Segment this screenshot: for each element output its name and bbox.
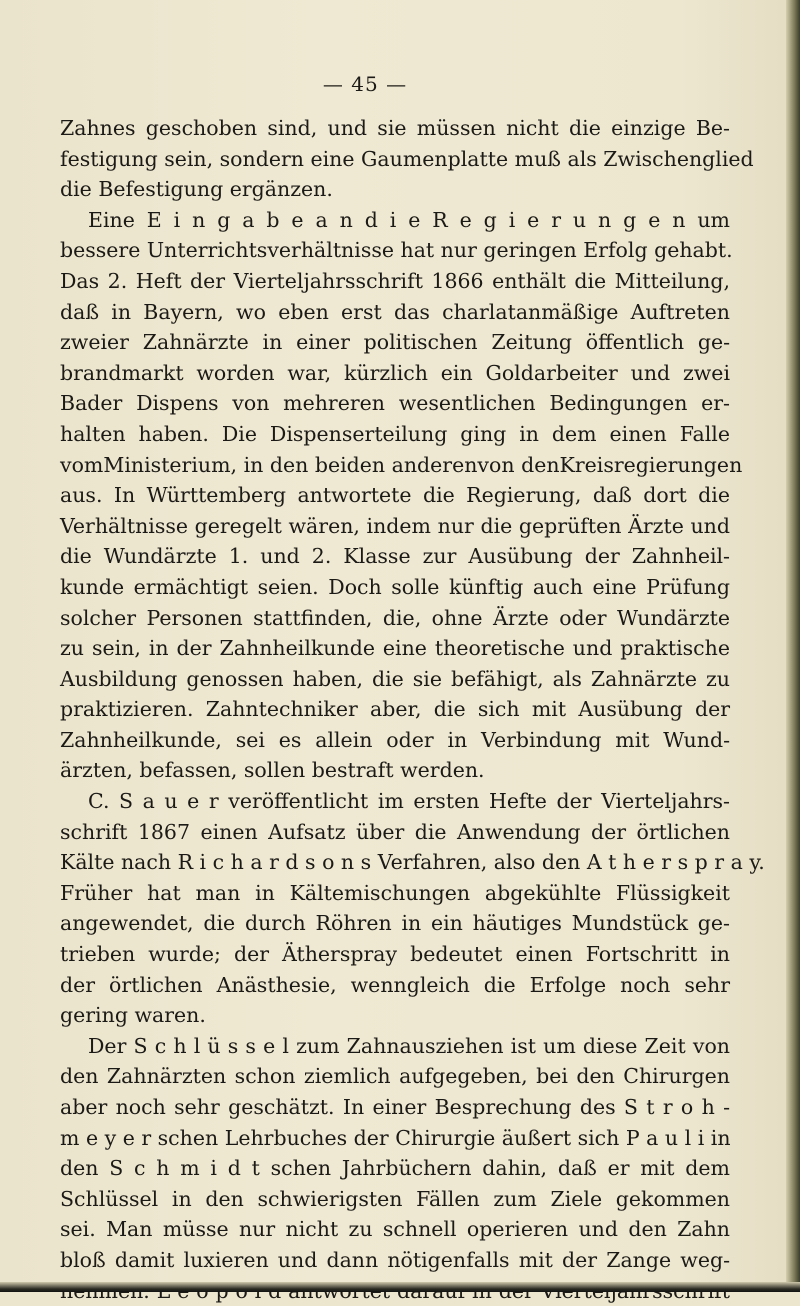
text-line: zu sein, in der Zahnheilkunde eine theoretische und praktische <box>60 636 730 661</box>
text-line: Kälte nach R i c h a r d s o n s Verfahren, also den A t h e r s p r a y. <box>60 850 765 875</box>
text-line: Eine E i n g a b e a n d i e R e g i e r u n g e n um <box>88 207 730 232</box>
text-line: angewendet, die durch Röhren in ein häutiges Mundstück ge- <box>60 911 730 936</box>
text-line: solcher Personen stattfinden, die, ohne Ärzte oder Wundärzte <box>60 605 730 630</box>
body-text <box>60 113 765 1306</box>
text-line: die Wundärzte 1. und 2. Klasse zur Ausübung der Zahnheil- <box>60 544 730 569</box>
text-line: vomMinisterium, in den beiden anderenvon denKreisregierungen <box>60 452 743 477</box>
text-line: sei. Man müsse nur nicht zu schnell operieren und den Zahn <box>60 1217 730 1242</box>
text-line: der örtlichen Anästhesie, wenngleich die Erfolge noch sehr <box>60 972 730 997</box>
text-line: praktizieren. Zahntechniker aber, die sich mit Ausübung der <box>60 697 730 722</box>
page-edge-shadow <box>786 0 800 1292</box>
text-line: den Zahnärzten schon ziemlich aufgegeben, bei den Chirurgen <box>60 1064 730 1089</box>
page-bottom-edge <box>0 1282 800 1292</box>
text-line: Ausbildung genossen haben, die sie befähigt, als Zahnärzte zu <box>60 666 730 691</box>
text-line: Schlüssel in den schwierigsten Fällen zum Ziele gekommen <box>60 1186 730 1211</box>
text-line: Das 2. Heft der Vierteljahrsschrift 1866 enthält die Mitteilung, <box>60 268 730 293</box>
text-line: Der S c h l ü s s e l zum Zahnausziehen ist um diese Zeit von <box>88 1033 730 1058</box>
text-line: brandmarkt worden war, kürzlich ein Goldarbeiter und zwei <box>60 360 730 385</box>
text-line: aber noch sehr geschätzt. In einer Besprechung des S t r o h - <box>60 1095 730 1119</box>
text-line: gering waren. <box>60 1003 206 1028</box>
text-line: trieben wurde; der Ätherspray bedeutet einen Fortschritt in <box>60 942 730 967</box>
text-line: den S c h m i d t schen Jahrbüchern dahin, daß er mit dem <box>60 1156 730 1181</box>
text-line: halten haben. Die Dispenserteilung ging in dem einen Falle <box>60 421 730 446</box>
text-line: festigung sein, sondern eine Gaumenplatte muß als Zwischenglied <box>60 146 754 171</box>
text-line: die Befestigung ergänzen. <box>60 177 333 202</box>
page-number: — 45 — <box>322 72 408 96</box>
text-line: ärzten, befassen, sollen bestraft werden. <box>60 758 485 783</box>
text-line: daß in Bayern, wo eben erst das charlatanmäßige Auftreten <box>60 299 730 324</box>
text-line: kunde ermächtigt seien. Doch solle künftig auch eine Prüfung <box>60 574 730 599</box>
text-line: m e y e r schen Lehrbuches der Chirurgie äußert sich P a u l i in <box>60 1125 731 1150</box>
text-line: bessere Unterrichtsverhältnisse hat nur geringen Erfolg gehabt. <box>60 238 733 263</box>
text-line: Zahnes geschoben sind, und sie müssen nicht die einzige Be- <box>60 116 730 140</box>
text-line: C. S a u e r veröffentlicht im ersten Hefte der Vierteljahrs- <box>88 789 730 814</box>
text-line: bloß damit luxieren und dann nötigenfalls mit der Zange weg- <box>60 1247 730 1272</box>
text-line: aus. In Württemberg antwortete die Regierung, daß dort die <box>60 483 730 508</box>
text-line: zweier Zahnärzte in einer politischen Zeitung öffentlich ge- <box>60 330 730 355</box>
text-line: Früher hat man in Kältemischungen abgekühlte Flüssigkeit <box>60 880 730 905</box>
text-line: Bader Dispens von mehreren wesentlichen Bedingungen er- <box>60 391 730 416</box>
text-line: Zahnheilkunde, sei es allein oder in Verbindung mit Wund- <box>60 727 730 752</box>
text-line: schrift 1867 einen Aufsatz über die Anwendung der örtlichen <box>60 819 730 844</box>
text-line: Verhältnisse geregelt wären, indem nur die geprüften Ärzte und <box>60 513 730 538</box>
